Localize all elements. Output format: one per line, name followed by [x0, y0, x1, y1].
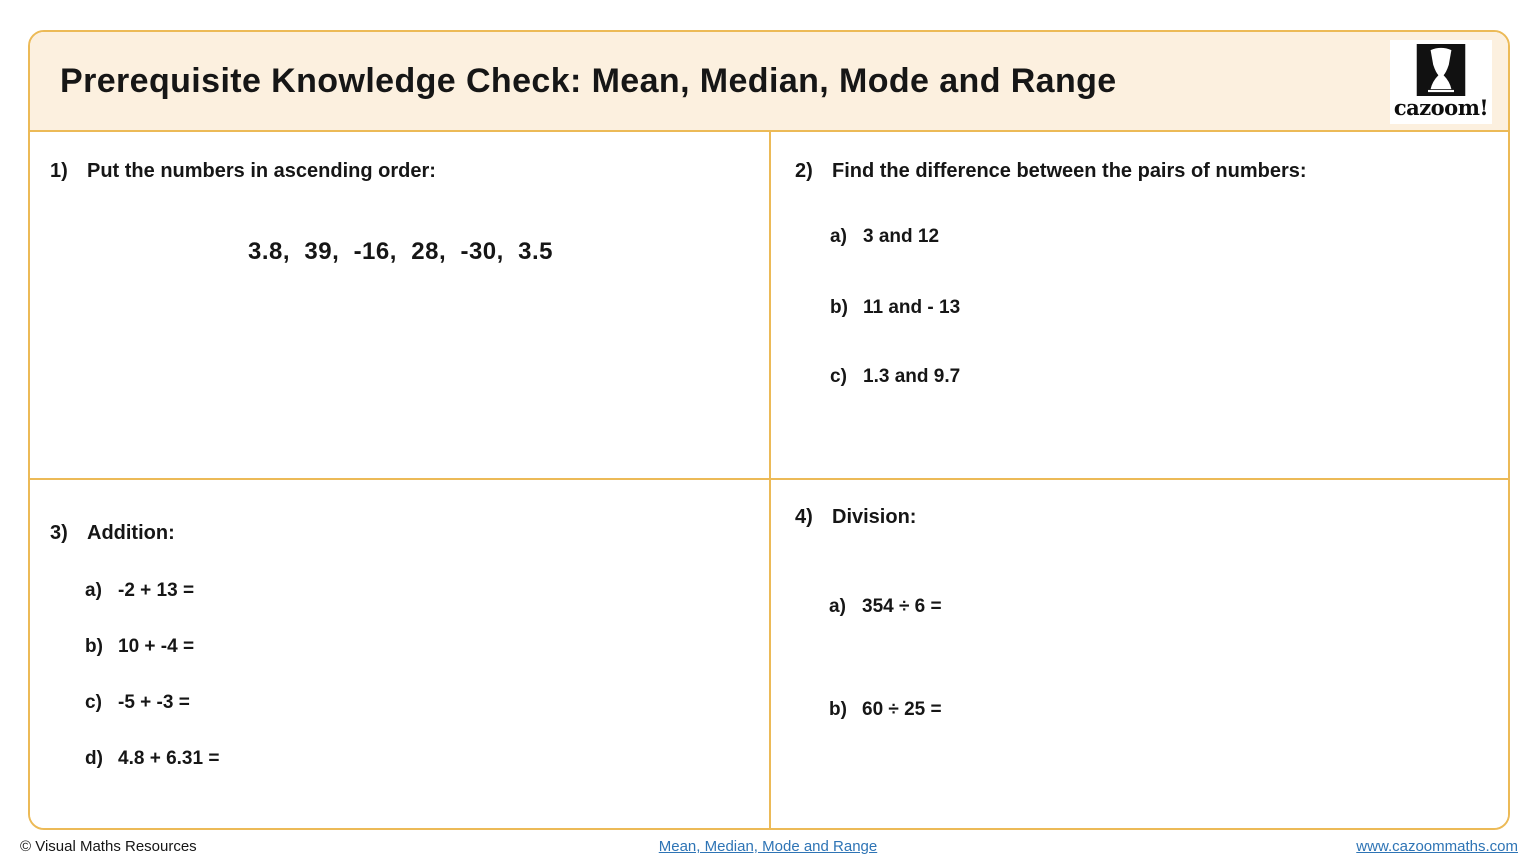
question-2-item-c	[830, 366, 960, 388]
question-2-panel	[771, 132, 1508, 480]
question-1-prompt	[50, 160, 436, 183]
item-text: 354 ÷ 6 =	[862, 596, 942, 617]
item-text: -5 + -3 =	[118, 692, 190, 713]
question-3-item-d	[85, 748, 219, 770]
worksheet-topic-link[interactable]: Mean, Median, Mode and Range	[658, 838, 878, 855]
item-label: b)	[85, 636, 103, 657]
item-text: 11 and - 13	[863, 297, 961, 318]
question-1-panel	[30, 132, 771, 480]
item-text: 4.8 + 6.31 =	[118, 748, 220, 769]
question-number: 4)	[795, 506, 813, 528]
page-title: Prerequisite Knowledge Check: Mean, Median, Mode and Range	[60, 61, 1117, 100]
question-4-item-a	[829, 596, 942, 618]
question-1-number-list: 3.8, 39, -16, 28, -30, 3.5	[248, 238, 554, 265]
website-link-wrap	[1356, 838, 1518, 855]
question-4-item-b	[829, 699, 942, 721]
question-4-prompt	[795, 506, 916, 529]
page-footer	[0, 838, 1536, 862]
question-3-prompt	[50, 522, 175, 545]
item-text: 10 + -4 =	[118, 636, 195, 657]
item-label: d)	[85, 748, 103, 769]
question-2-prompt	[795, 160, 1307, 183]
item-text: 60 ÷ 25 =	[862, 699, 942, 720]
question-text: Put the numbers in ascending order:	[87, 160, 436, 182]
worksheet	[28, 30, 1510, 830]
worksheet-header	[30, 32, 1508, 132]
question-grid	[30, 132, 1508, 828]
item-label: b)	[830, 297, 848, 318]
item-text: 3 and 12	[863, 226, 940, 247]
djembe-drum-icon	[1414, 44, 1468, 96]
question-3-item-c	[85, 692, 190, 714]
question-3-item-b	[85, 636, 194, 658]
item-label: a)	[85, 580, 102, 601]
question-number: 3)	[50, 522, 68, 544]
logo-wordmark: cazoom!	[1393, 95, 1489, 120]
website-link[interactable]: www.cazoommaths.com	[1356, 838, 1518, 855]
question-3-panel	[30, 480, 771, 828]
question-3-item-a	[85, 580, 194, 602]
question-number: 2)	[795, 160, 813, 182]
question-text: Division:	[832, 506, 917, 528]
item-label: a)	[830, 226, 847, 247]
item-text: 1.3 and 9.7	[863, 366, 961, 387]
item-label: b)	[829, 699, 847, 720]
question-text: Addition:	[87, 522, 175, 544]
question-2-item-a	[830, 226, 939, 248]
question-text: Find the difference between the pairs of numbers:	[832, 160, 1307, 182]
item-text: -2 + 13 =	[118, 580, 195, 601]
question-2-item-b	[830, 297, 960, 319]
item-label: c)	[85, 692, 102, 713]
item-label: a)	[829, 596, 846, 617]
question-4-panel	[771, 480, 1508, 828]
question-number: 1)	[50, 160, 68, 182]
item-label: c)	[830, 366, 847, 387]
worksheet-topic-link-wrap	[0, 838, 1536, 855]
copyright-text: © Visual Maths Resources	[20, 838, 197, 855]
cazoom-logo	[1390, 40, 1492, 124]
